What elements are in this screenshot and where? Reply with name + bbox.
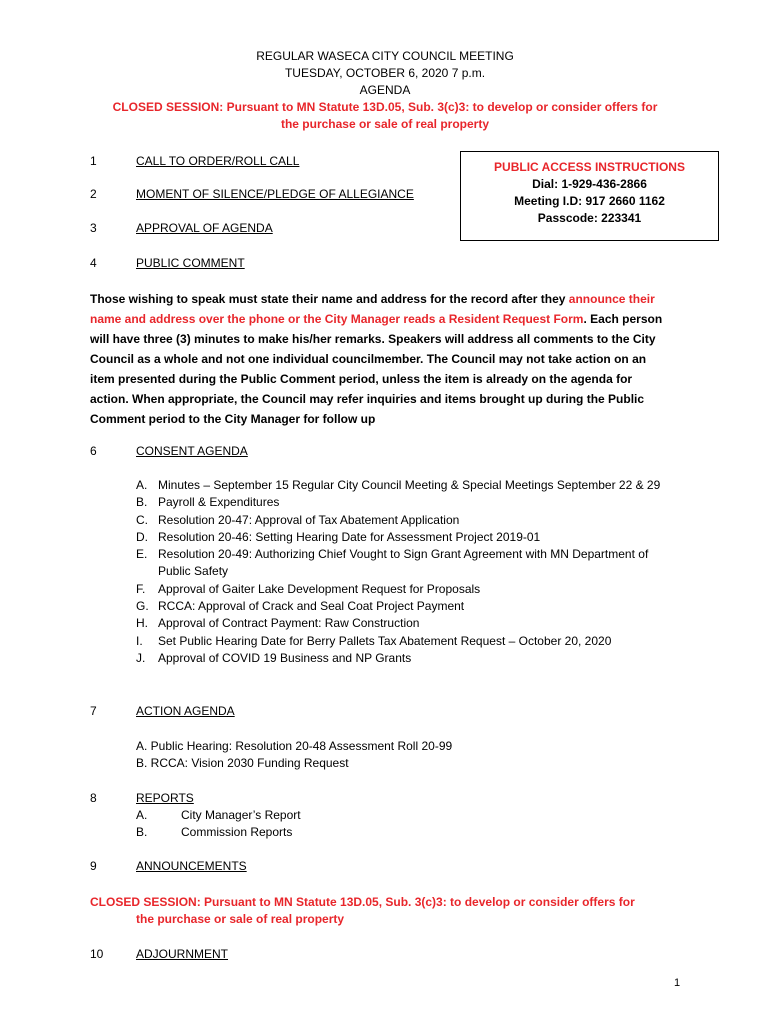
- public-comment-paragraph: [90, 289, 670, 429]
- list-marker: H.: [136, 616, 148, 631]
- item-number: 7: [90, 704, 97, 718]
- item-number: 2: [90, 187, 97, 201]
- action-agenda-heading: ACTION AGENDA: [136, 704, 235, 718]
- reports-heading: REPORTS: [136, 791, 194, 805]
- list-marker: A.: [136, 808, 148, 822]
- consent-item-text: RCCA: Approval of Crack and Seal Coat Project Payment: [158, 599, 465, 614]
- list-marker: A.: [136, 478, 148, 492]
- meeting-date: TUESDAY, OCTOBER 6, 2020 7 p.m.: [284, 66, 486, 80]
- consent-item: [136, 512, 681, 529]
- item-call-to-order: CALL TO ORDER/ROLL CALL: [136, 154, 300, 168]
- announcements-heading: ANNOUNCEMENTS: [136, 859, 247, 873]
- list-marker: C.: [136, 512, 148, 527]
- item-number: 1: [90, 154, 97, 168]
- public-access-box: [460, 151, 719, 241]
- public-comment-text-end: . Each person will have three (3) minutes to make his/her remarks. Speakers will address all comments to the City Council as a whole and not one individual councilmember. The Council may not take action on an item presented during the Public Comment period, unless the item is already on the agenda for action. When appropriate, the Council may refer inquiries and items brought up during the Public Comment period to the City Manager for follow up: [90, 312, 663, 426]
- closed-session-bottom-line1: CLOSED SESSION: Pursuant to MN Statute 13D.05, Sub. 3(c)3: to develop or consider offers for: [90, 895, 635, 909]
- consent-item-text: Approval of Contract Payment: Raw Construction: [158, 616, 420, 631]
- consent-item: [136, 494, 681, 511]
- consent-item: [136, 546, 681, 581]
- item-number: 9: [90, 859, 97, 873]
- consent-item-text: Payroll & Expenditures: [158, 495, 280, 510]
- consent-item-text: Set Public Hearing Date for Berry Pallets Tax Abatement Request – October 20, 2020: [158, 633, 612, 648]
- consent-agenda-heading: CONSENT AGENDA: [136, 444, 248, 458]
- consent-agenda-list: [136, 477, 681, 667]
- list-marker: I.: [136, 633, 143, 648]
- public-access-passcode: Passcode: 223341: [537, 211, 642, 225]
- page-number: 1: [674, 977, 681, 989]
- item-number: 8: [90, 791, 97, 805]
- consent-item: [136, 581, 681, 598]
- meeting-title: REGULAR WASECA CITY COUNCIL MEETING: [256, 49, 514, 63]
- consent-item: [136, 615, 681, 632]
- consent-item: [136, 650, 681, 667]
- closed-session-bottom-line2: the purchase or sale of real property: [136, 912, 345, 926]
- action-item: B. RCCA: Vision 2030 Funding Request: [136, 756, 349, 770]
- list-marker: G.: [136, 599, 149, 614]
- public-comment-red-text: announce their name and address over the phone or the City Manager reads a Resident Request Form: [90, 292, 655, 326]
- item-moment-of-silence: MOMENT OF SILENCE/PLEDGE OF ALLEGIANCE: [136, 187, 414, 201]
- closed-session-notice-line1: CLOSED SESSION: Pursuant to MN Statute 13D.05, Sub. 3(c)3: to develop or consider offers for: [112, 100, 658, 114]
- item-number: 10: [90, 947, 104, 961]
- agenda-heading: AGENDA: [359, 83, 411, 97]
- consent-item-text: Resolution 20-46: Setting Hearing Date for Assessment Project 2019-01: [158, 529, 541, 544]
- consent-item-text: Resolution 20-47: Approval of Tax Abatement Application: [158, 512, 460, 527]
- consent-item-text: Resolution 20-49: Authorizing Chief Vought to Sign Grant Agreement with MN Department of Public Safety: [158, 547, 649, 579]
- report-item: [136, 807, 301, 824]
- consent-item: [136, 598, 681, 615]
- consent-item: [136, 633, 681, 650]
- public-access-dial: Dial: 1-929-436-2866: [532, 177, 647, 191]
- consent-item-text: Minutes – September 15 Regular City Council Meeting & Special Meetings September 22 & 29: [158, 478, 661, 492]
- item-number: 6: [90, 444, 97, 458]
- list-marker: D.: [136, 529, 148, 544]
- list-marker: B.: [136, 495, 148, 510]
- list-marker: B.: [136, 825, 148, 839]
- list-marker: F.: [136, 581, 146, 596]
- consent-item: [136, 529, 681, 546]
- closed-session-notice-line2: the purchase or sale of real property: [280, 117, 490, 131]
- public-access-meeting-id: Meeting I.D: 917 2660 1162: [514, 194, 665, 208]
- consent-item-text: Approval of Gaiter Lake Development Request for Proposals: [158, 581, 481, 596]
- public-comment-text-start: Those wishing to speak must state their name and address for the record after they: [90, 292, 569, 306]
- item-number: 4: [90, 256, 97, 270]
- consent-item-text: Approval of COVID 19 Business and NP Grants: [158, 650, 412, 665]
- adjournment-heading: ADJOURNMENT: [136, 947, 228, 961]
- item-approval-of-agenda: APPROVAL OF AGENDA: [136, 221, 273, 235]
- consent-item: [136, 477, 681, 494]
- list-marker: E.: [136, 547, 148, 562]
- report-item: [136, 824, 292, 841]
- item-number: 3: [90, 221, 97, 235]
- public-access-title: PUBLIC ACCESS INSTRUCTIONS: [494, 160, 685, 174]
- list-marker: J.: [136, 650, 146, 665]
- action-item: A. Public Hearing: Resolution 20-48 Assessment Roll 20-99: [136, 739, 453, 753]
- item-public-comment: PUBLIC COMMENT: [136, 256, 245, 270]
- report-item-text: City Manager’s Report: [181, 808, 301, 822]
- report-item-text: Commission Reports: [181, 825, 293, 839]
